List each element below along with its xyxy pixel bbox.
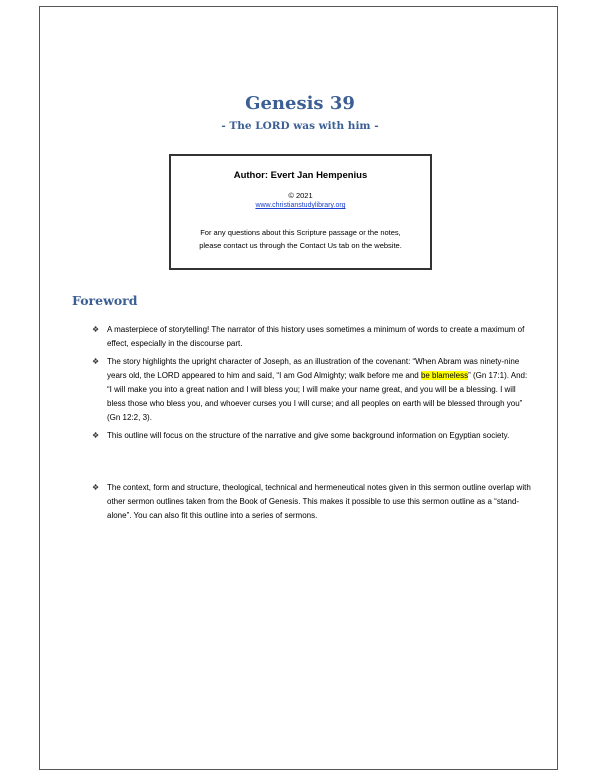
contact-line-1: For any questions about this Scripture passage or the notes, (200, 228, 401, 237)
bullet-text: The context, form and structure, theological, technical and hermeneutical notes given in this sermon outline overlap with other sermon outlines taken from the Book of Genesis. This makes it possible to use this sermon outline as a “stand-alone”. You can also fit this outline into a series of sermons. (107, 483, 531, 520)
bullet-item (92, 481, 532, 523)
author-box (169, 154, 432, 270)
author-name: Author: Evert Jan Hempenius (233, 170, 368, 181)
diamond-bullet-icon: ❖ (92, 325, 100, 334)
bullet-item (92, 355, 532, 425)
diamond-bullet-icon: ❖ (92, 357, 100, 366)
bullet-text: This outline will focus on the structure of the narrative and give some background information on Egyptian society. (107, 431, 510, 440)
foreword-bullet-list (92, 323, 532, 523)
page-title: Genesis 39 (245, 93, 355, 114)
diamond-bullet-icon: ❖ (92, 483, 100, 492)
website-link[interactable]: www.christianstudylibrary.org (255, 202, 346, 209)
highlighted-text: be blameless (420, 371, 469, 380)
bullet-text-before: The story highlights the upright character of Joseph, as an illustration of the covenant: “When Abram was ninety-nine years old, the LORD appeared to him and said, “I am God Almighty; walk before me and (107, 357, 520, 380)
bullet-item (92, 323, 532, 351)
bullet-text-after: ” (Gn 17:1). And: “I will make you into a great nation and I will bless you; I will make your name great, and you will be a blessing. I will bless those who bless you, and whoever curses you I will curse; and all peoples on earth will be blessed through you” (Gn 12:2, 3). (107, 371, 528, 422)
contact-info (179, 226, 422, 252)
diamond-bullet-icon: ❖ (92, 431, 100, 440)
contact-line-2: please contact us through the Contact Us tab on the website. (199, 241, 402, 250)
foreword-heading: Foreword (72, 293, 138, 308)
page-subtitle: - The LORD was with him - (221, 120, 379, 132)
bullet-text: A masterpiece of storytelling! The narrator of this history uses sometimes a minimum of words to create a maximum of effect, especially in the discourse part. (107, 325, 525, 348)
bullet-item (92, 429, 532, 443)
copyright: © 2021 (288, 191, 313, 200)
